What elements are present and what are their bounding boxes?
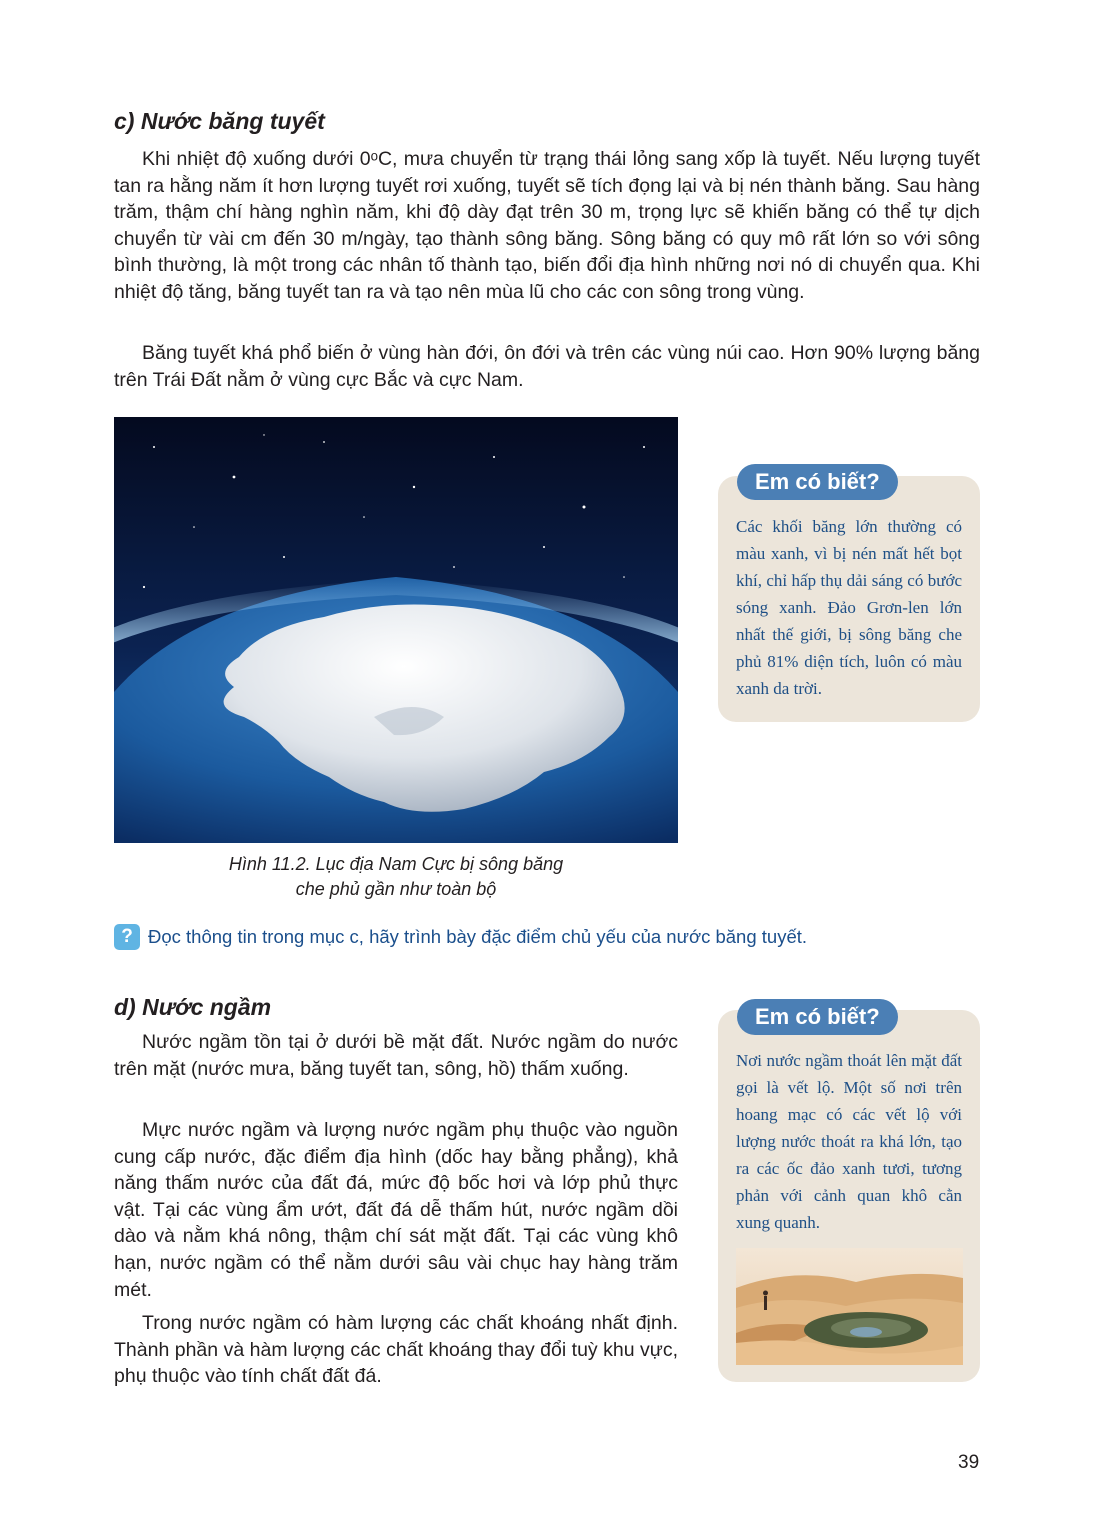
question-text: Đọc thông tin trong mục c, hãy trình bày đặc điểm chủ yếu của nước băng tuyết. [148,926,808,947]
info-box-1-tag: Em có biết? [737,464,898,500]
section-c-paragraph-2: Băng tuyết khá phổ biến ở vùng hàn đới, ôn đới và trên các vùng núi cao. Hơn 90% lượng băng trên Trái Đất nằm ở vùng cực Bắc và cực Nam. [114,342,980,391]
info-box-2-tag: Em có biết? [737,999,898,1035]
info-box-2-text: Nơi nước ngầm thoát lên mặt đất gọi là vết lộ. Một số nơi trên hoang mạc có các vết lộ với lượng nước thoát ra khá lớn, tạo ra các ốc đảo xanh tươi, tương phản với cảnh quan khô cằn xung quanh. [736,1051,962,1232]
section-d-heading: d) Nước ngầm [114,994,272,1020]
antarctica-image [114,417,678,843]
info-box-1-text: Các khối băng lớn thường có màu xanh, vì bị nén mất hết bọt khí, chỉ hấp thụ dải sáng có bước sóng xanh. Đảo Grơn-len lớn nhất thế giới, bị sông băng che phủ 81% diện tích, luôn có màu xanh da trời. [736,517,962,698]
page-number: 39 [958,1452,980,1473]
oasis-image [736,1248,963,1365]
section-c-paragraph-1: Khi nhiệt độ xuống dưới 0ᵒC, mưa chuyển từ trạng thái lỏng sang xốp là tuyết. Nếu lượng tuyết tan ra hằng năm ít hơn lượng tuyết rơi xuống, tuyết sẽ tích đọng lại và bị nén thành băng. Sau hàng trăm, thậm chí hàng nghìn năm, khi độ dày đạt trên 30 m, trọng lực sẽ khiến băng có thể tự dịch chuyển từ vài cm đến 30 m/ngày, tạo thành sông băng. Sông băng có quy mô rất lớn so với sông bình thường, là một trong các nhân tố thành tạo, biến đổi địa hình những nơi nó di chuyển qua. Khi nhiệt độ tăng, băng tuyết tan ra và tạo nên mùa lũ cho các con sông trong vùng. [114,148,980,303]
question-row [114,924,1014,952]
section-d-paragraph-2: Mực nước ngầm và lượng nước ngầm phụ thuộc vào nguồn cung cấp nước, đặc điểm địa hình (dốc hay bằng phẳng), khả năng thấm nước của đất đá, mức độ bốc hơi và lớp phủ thực vật. Tại các vùng ẩm ướt, đất đá dễ thấm hút, nước ngầm dồi dào và nằm khá nông, thậm chí sát mặt đất. Tại các vùng khô hạn, nước ngầm có thể nằm dưới sâu vài chục hay hàng trăm mét. [114,1119,678,1301]
figure-caption-line-2: che phủ gần như toàn bộ [295,879,497,899]
figure-caption [114,852,678,902]
section-d-paragraph-3: Trong nước ngầm có hàm lượng các chất khoáng nhất định. Thành phần và hàm lượng các chất khoáng thay đổi tuỳ khu vực, phụ thuộc vào tính chất đất đá. [114,1312,678,1388]
figure-caption-line-1: Hình 11.2. Lục địa Nam Cực bị sông băng [228,854,564,874]
question-icon: ? [114,924,140,950]
section-d-paragraph-1: Nước ngầm tồn tại ở dưới bề mặt đất. Nước ngầm do nước trên mặt (nước mưa, băng tuyết tan, sông, hồ) thấm xuống. [114,1031,678,1080]
section-c-heading: c) Nước băng tuyết [114,108,325,134]
